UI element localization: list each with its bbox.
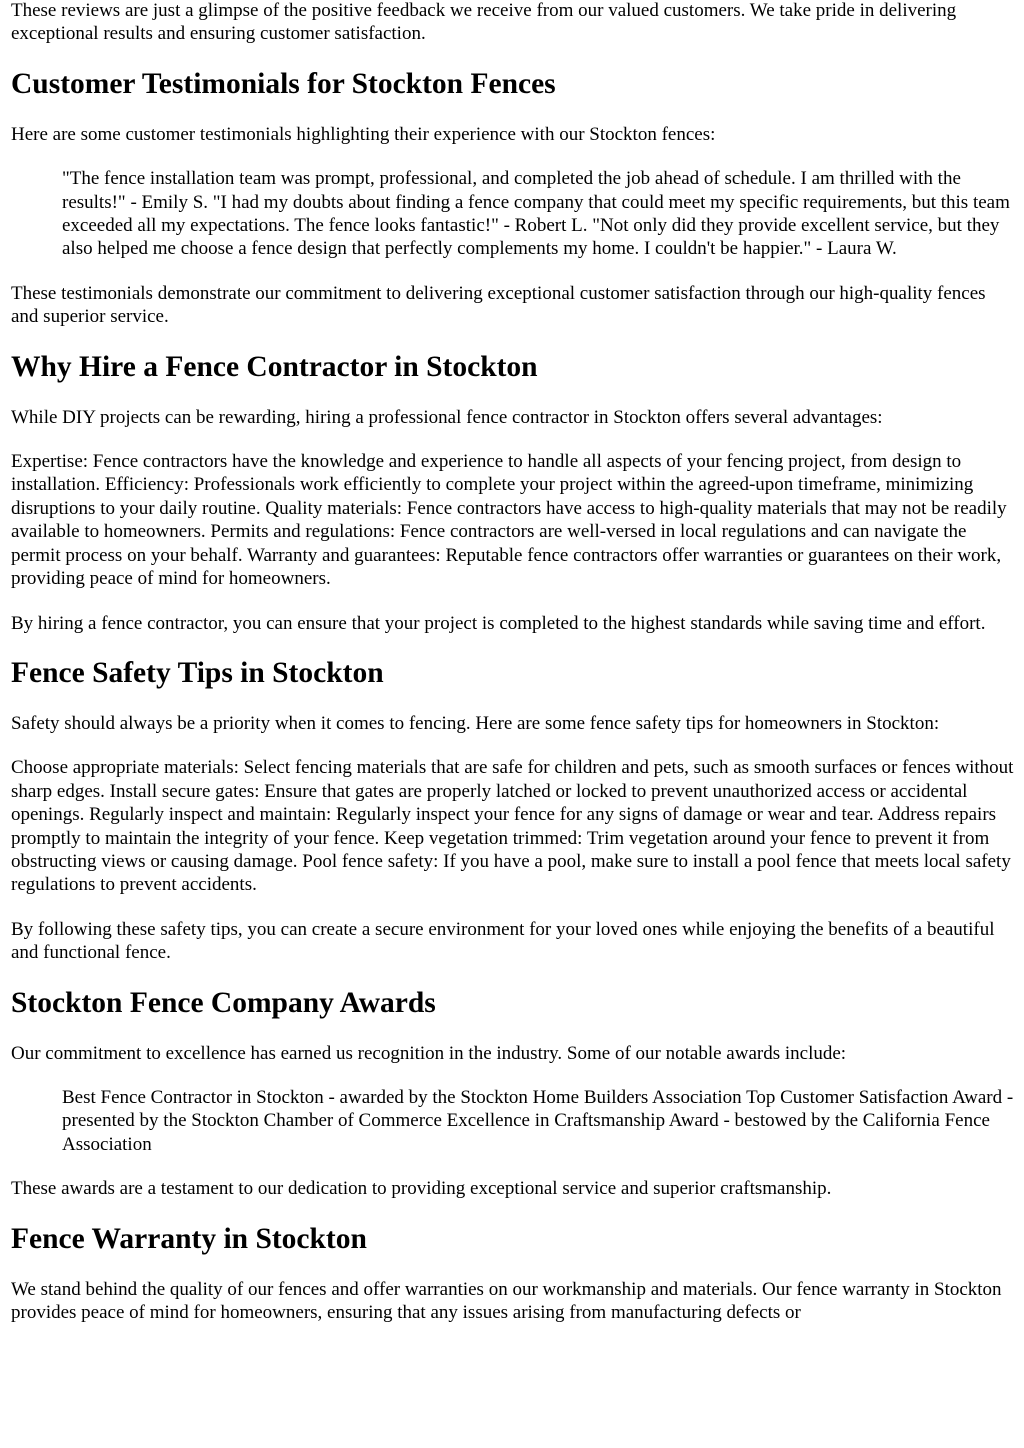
awards-closing: These awards are a testament to our dedication to providing exceptional service and superior craftsmanship.: [11, 1178, 832, 1200]
why-hire-advantages: Expertise: Fence contractors have the knowledge and experience to handle all aspects of your fencing project, from design to installation. Efficiency: Professionals work efficiently to complete your project within the agreed-upon timeframe, minimizing disruptions to your daily routine. Quality materials: Fence contractors have access to high-quality materials that may not be readily available to homeowners. Permits and regulations: Fence contractors are well-versed in local regulations and can navigate the permit process on your behalf. Warranty and guarantees: Reputable fence contractors offer warranties or guarantees on their work, providing peace of mind for homeowners.: [11, 451, 1007, 590]
section-why-hire-contractor: [11, 350, 1014, 635]
why-hire-closing: By hiring a fence contractor, you can ensure that your project is completed to the highest standards while saving time and effort.: [11, 612, 986, 634]
awards-quote: Best Fence Contractor in Stockton - awarded by the Stockton Home Builders Association Top Customer Satisfaction Award - presented by the Stockton Chamber of Commerce Excellence in Craftsmanship Award - bestowed by the California Fence Association: [62, 1086, 1014, 1155]
heading-company-awards: Stockton Fence Company Awards: [11, 986, 436, 1019]
safety-tips-lead: Safety should always be a priority when it comes to fencing. Here are some fence safety tips for homeowners in Stockton:: [11, 712, 940, 734]
heading-customer-testimonials: Customer Testimonials for Stockton Fences: [11, 67, 556, 100]
heading-why-hire-contractor: Why Hire a Fence Contractor in Stockton: [11, 350, 538, 383]
safety-tips-closing: By following these safety tips, you can create a secure environment for your loved ones while enjoying the benefits of a beautiful and functional fence.: [11, 918, 995, 964]
article-content: [11, 0, 1014, 1345]
testimonials-closing: These testimonials demonstrate our commitment to delivering exceptional customer satisfaction through our high-quality fences and superior service.: [11, 282, 986, 328]
warranty-lead: We stand behind the quality of our fences and offer warranties on our workmanship and materials. Our fence warranty in Stockton provides peace of mind for homeowners, ensuring that any issues arising from manufacturing defects or: [11, 1278, 1002, 1323]
safety-tips-list: Choose appropriate materials: Select fencing materials that are safe for children and pets, such as smooth surfaces or fences without sharp edges. Install secure gates: Ensure that gates are properly latched or locked to prevent unauthorized access or accidental openings. Regularly inspect and maintain: Regularly inspect your fence for any signs of damage or wear and tear. Address repairs promptly to maintain the integrity of your fence. Keep vegetation trimmed: Trim vegetation around your fence to prevent it from obstructing views or causing damage. Pool fence safety: If you have a pool, make sure to install a pool fence that meets local safety regulations to prevent accidents.: [11, 757, 1014, 896]
awards-lead: Our commitment to excellence has earned us recognition in the industry. Some of our notable awards include:: [11, 1042, 847, 1064]
testimonials-quote: "The fence installation team was prompt, professional, and completed the job ahead of schedule. I am thrilled with the results!" - Emily S. "I had my doubts about finding a fence company that could meet my specific requirements, but this team exceeded all my expectations. The fence looks fantastic!" - Robert L. "Not only did they provide excellent service, but they also helped me choose a fence design that perfectly complements my home. I couldn't be happier." - Laura W.: [62, 168, 1010, 260]
heading-fence-safety-tips: Fence Safety Tips in Stockton: [11, 656, 384, 689]
intro-paragraph: These reviews are just a glimpse of the positive feedback we receive from our valued customers. We take pride in delivering exceptional results and ensuring customer satisfaction.: [11, 0, 957, 45]
section-customer-testimonials: [11, 67, 1014, 329]
section-fence-safety-tips: [11, 656, 1014, 965]
section-fence-warranty: [11, 1222, 1014, 1325]
why-hire-lead: While DIY projects can be rewarding, hiring a professional fence contractor in Stockton offers several advantages:: [11, 406, 883, 428]
section-company-awards: [11, 986, 1014, 1201]
testimonials-lead: Here are some customer testimonials highlighting their experience with our Stockton fences:: [11, 123, 716, 145]
heading-fence-warranty: Fence Warranty in Stockton: [11, 1222, 367, 1255]
